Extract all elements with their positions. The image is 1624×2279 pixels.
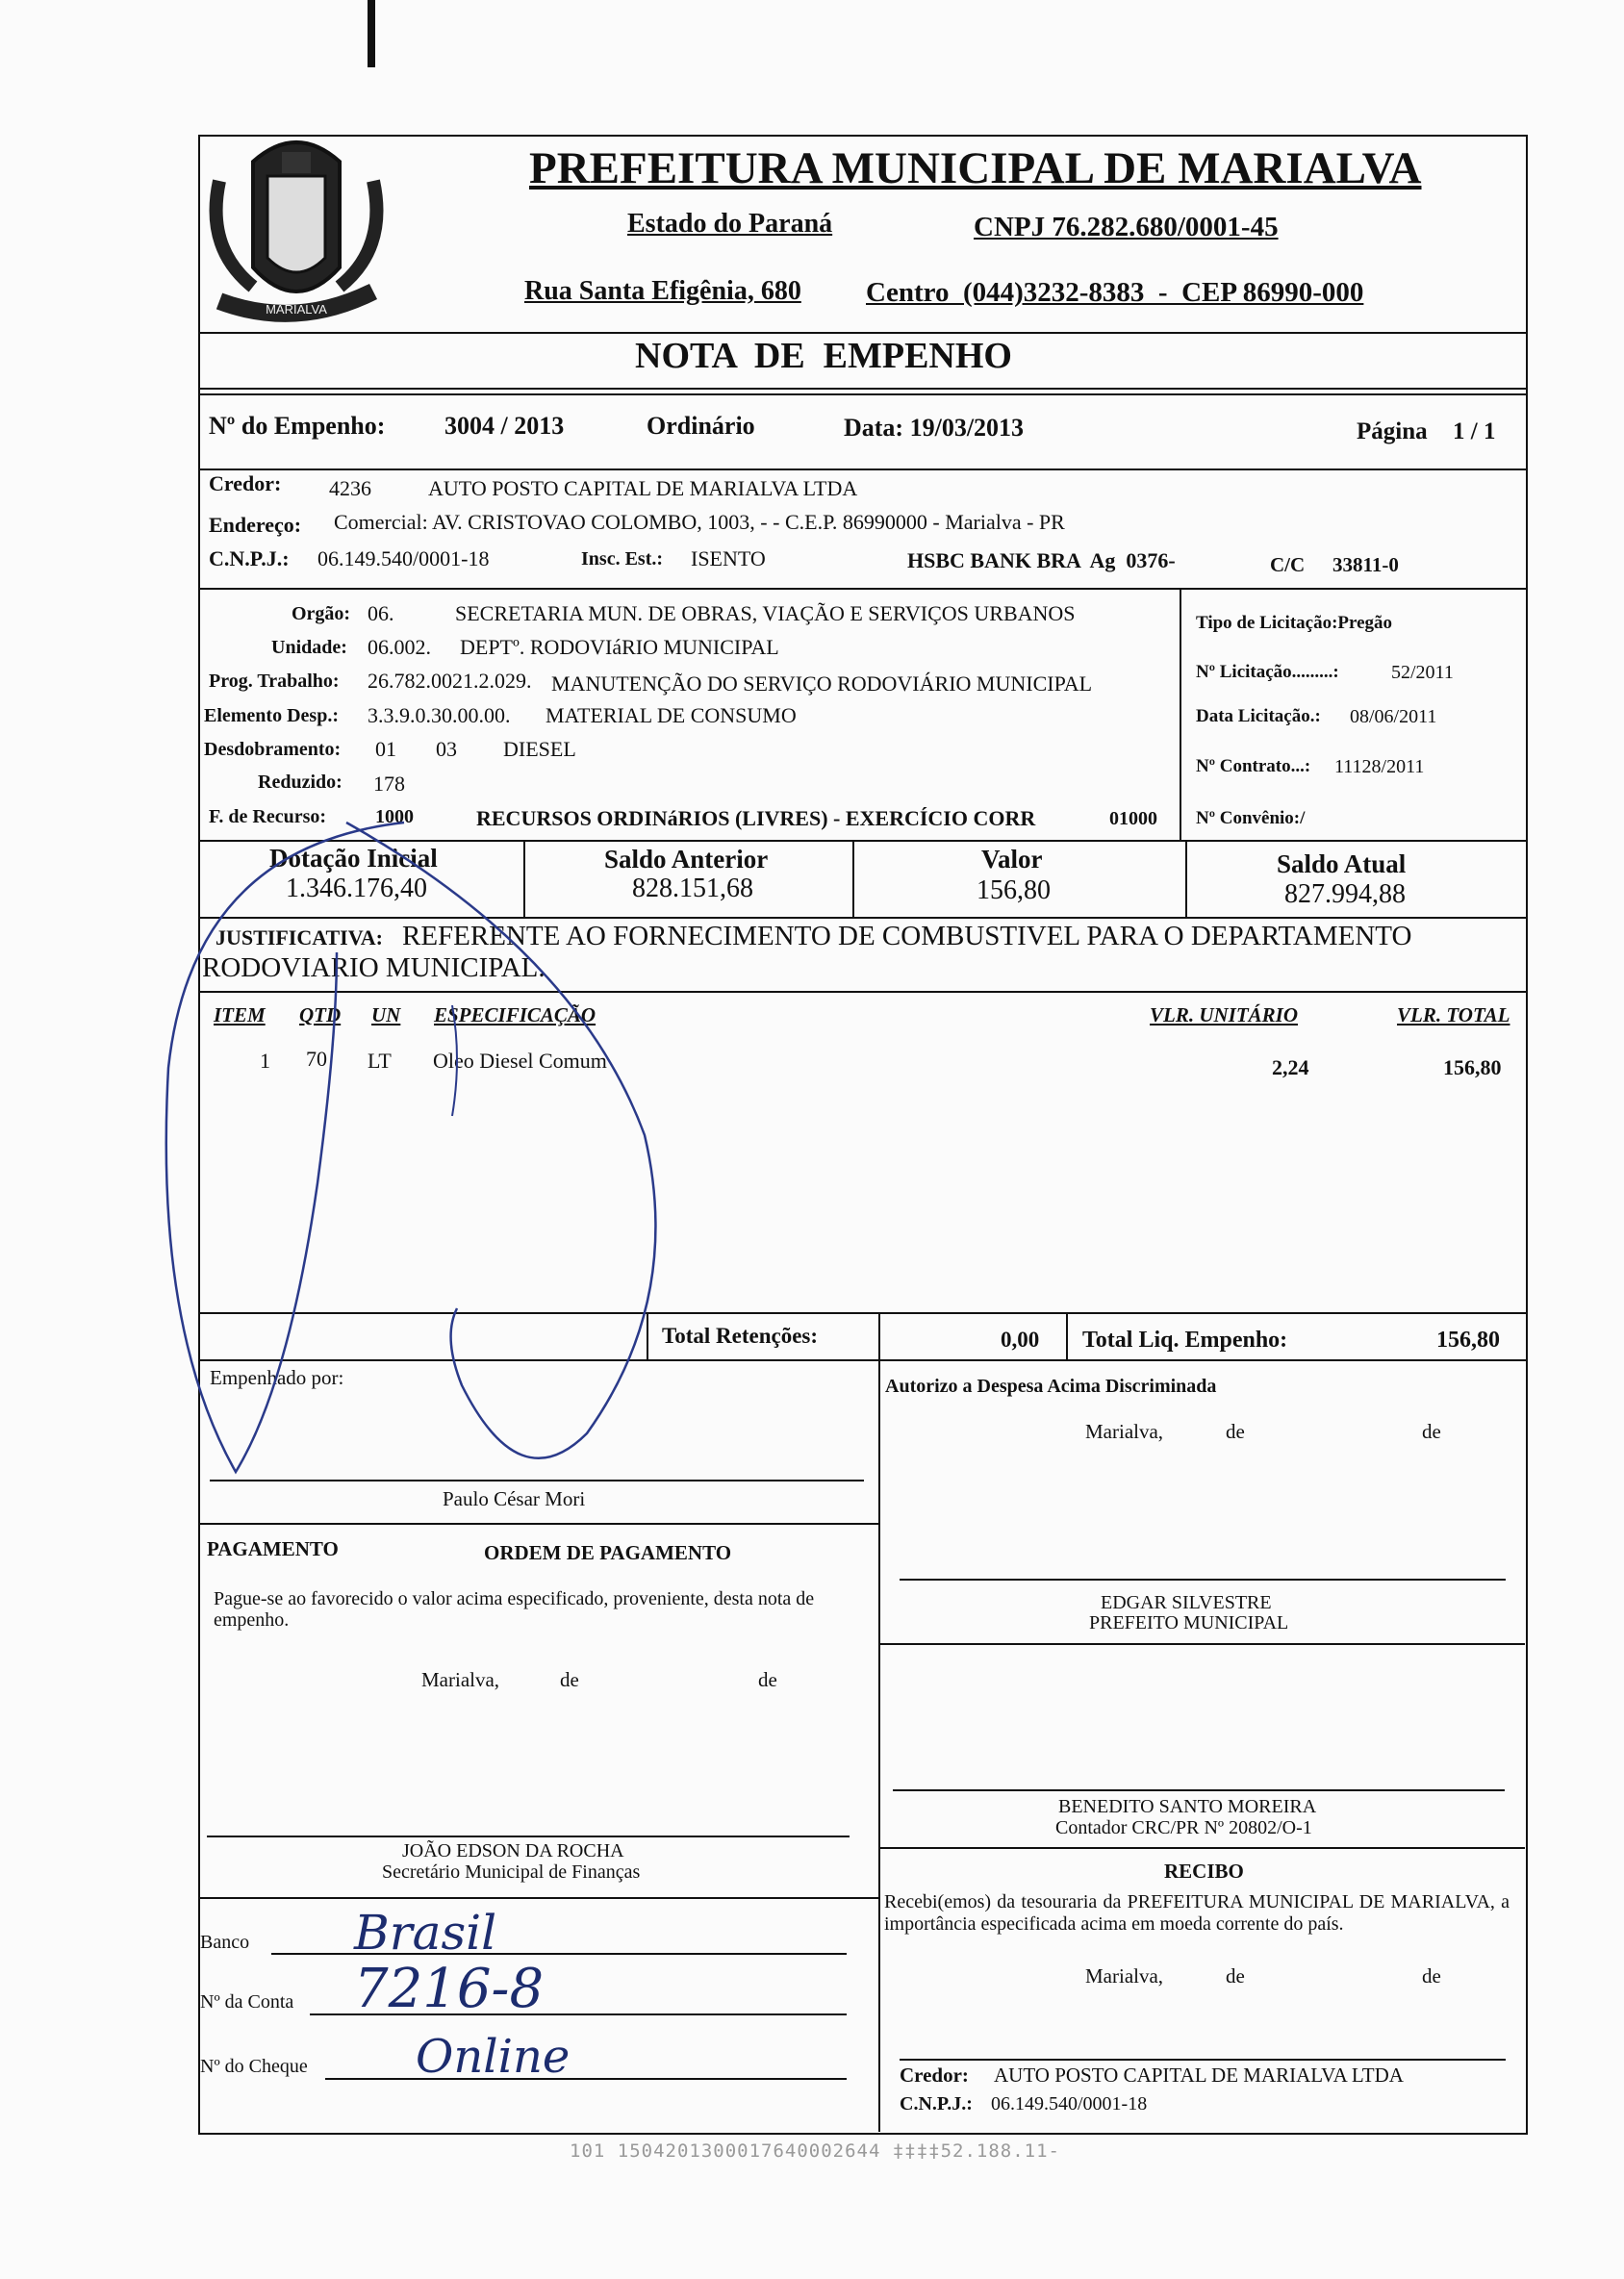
elemento-label: Elemento Desp.:: [204, 705, 339, 726]
empenho-date: Data: 19/03/2013: [844, 414, 1025, 442]
desdobramento-desc: DIESEL: [503, 737, 576, 761]
dotacao-label: Dotação Inicial: [269, 844, 438, 873]
empenho-label: Nº do Empenho:: [209, 412, 386, 440]
recibo-title: RECIBO: [1164, 1860, 1244, 1883]
conta-handwritten: 7216-8: [354, 1958, 545, 2020]
secretario-role: Secretário Municipal de Finanças: [382, 1861, 641, 1883]
desdobramento-b: 03: [436, 737, 457, 761]
col-especificacao: ESPECIFICAÇÃO: [434, 1003, 596, 1026]
row-desc: Oleo Diesel Comum: [433, 1049, 607, 1073]
account-value: 33811-0: [1332, 553, 1399, 576]
page-label: Página: [1357, 418, 1428, 444]
autorizo-place: Marialva,: [1085, 1420, 1164, 1443]
insc-label: Insc. Est.:: [581, 548, 664, 570]
liq-empenho-value: 156,80: [1436, 1328, 1500, 1353]
cheque-label: Nº do Cheque: [200, 2056, 308, 2077]
conta-label: Nº da Conta: [200, 1991, 294, 2013]
fonte-code: 01000: [1109, 808, 1157, 829]
fonte-desc: RECURSOS ORDINáRIOS (LIVRES) - EXERCÍCIO CORR: [476, 806, 1036, 830]
pagamento-text: Pague-se ao favorecido o valor acima especificado, proveniente, desta nota de empenho.: [214, 1588, 815, 1631]
saldo-anterior-label: Saldo Anterior: [604, 845, 769, 874]
empenho-number: 3004 / 2013: [444, 412, 565, 440]
licitacao-number: 52/2011: [1391, 662, 1454, 683]
licitacao-date: 08/06/2011: [1350, 706, 1437, 727]
row-un: LT: [368, 1049, 392, 1073]
retencoes-value: 0,00: [1001, 1328, 1040, 1352]
prefeito-name: EDGAR SILVESTRE: [1101, 1592, 1272, 1613]
unidade-value: 06.002.: [368, 635, 431, 659]
contador-name: BENEDITO SANTO MOREIRA: [1058, 1796, 1317, 1817]
scan-mark: [368, 0, 375, 67]
justificativa-label: JUSTIFICATIVA:: [216, 925, 384, 950]
justificativa-line2: RODOVIARIO MUNICIPAL.: [202, 952, 546, 983]
cnpj-value: 06.149.540/0001-18: [317, 546, 490, 570]
elemento-value: 3.3.9.0.30.00.00.: [368, 703, 511, 727]
unidade-desc: DEPTº. RODOVIáRIO MUNICIPAL: [460, 635, 779, 659]
justificativa-line1: REFERENTE AO FORNECIMENTO DE COMBUSTIVEL PARA O DEPARTAMENTO: [402, 921, 1412, 951]
liq-empenho-label: Total Liq. Empenho:: [1082, 1328, 1288, 1353]
col-vlr-total: VLR. TOTAL: [1397, 1003, 1510, 1026]
desdobramento-label: Desdobramento:: [204, 739, 342, 760]
desdobramento-a: 01: [375, 737, 396, 761]
cnpj-header: CNPJ 76.282.680/0001-45: [974, 212, 1279, 242]
autorizo-label: Autorizo a Despesa Acima Discriminada: [885, 1376, 1217, 1397]
elemento-desc: MATERIAL DE CONSUMO: [546, 703, 797, 727]
empenho-type: Ordinário: [647, 412, 755, 440]
recibo-de2: de: [1422, 1964, 1441, 1988]
row-unit: 2,24: [1272, 1055, 1309, 1079]
credor-name: AUTO POSTO CAPITAL DE MARIALVA LTDA: [428, 476, 858, 500]
fonte-value: 1000: [375, 806, 414, 827]
reduzido-value: 178: [373, 772, 405, 796]
pagamento-de1: de: [560, 1668, 579, 1691]
page-title: PREFEITURA MUNICIPAL DE MARIALVA: [529, 143, 1422, 193]
contador-role: Contador CRC/PR Nº 20802/O-1: [1055, 1817, 1312, 1838]
pagamento-de2: de: [758, 1668, 777, 1691]
prog-label: Prog. Trabalho:: [209, 671, 340, 692]
banco-label: Banco: [200, 1932, 250, 1953]
licitacao-number-label: Nº Licitação.........:: [1196, 662, 1339, 682]
retencoes-label: Total Retenções:: [662, 1324, 819, 1348]
valor-value: 156,80: [977, 875, 1051, 905]
banco-handwritten: Brasil: [354, 1905, 497, 1961]
doc-title: NOTA DE EMPENHO: [635, 336, 1012, 376]
col-un: UN: [371, 1003, 401, 1026]
orgao-value: 06.: [368, 601, 394, 625]
page-number: 1 / 1: [1453, 418, 1496, 444]
licitacao-date-label: Data Licitação.:: [1196, 706, 1321, 726]
recibo-place: Marialva,: [1085, 1964, 1164, 1988]
cheque-handwritten: Online: [416, 2030, 571, 2084]
col-item: ITEM: [214, 1003, 266, 1026]
row-item: 1: [260, 1049, 270, 1073]
prog-value: 26.782.0021.2.029.: [368, 669, 532, 693]
col-vlr-unitario: VLR. UNITÁRIO: [1150, 1003, 1299, 1026]
empenhado-name: Paulo César Mori: [443, 1487, 586, 1510]
recibo-cnpj-label: C.N.P.J.:: [900, 2093, 973, 2114]
contact-line: Centro (044)3232-8383 - CEP 86990-000: [866, 277, 1364, 308]
convenio: Nº Convênio:/: [1196, 808, 1306, 828]
saldo-atual-value: 827.994,88: [1284, 879, 1406, 909]
prefeito-role: PREFEITO MUNICIPAL: [1089, 1612, 1289, 1633]
fonte-label: F. de Recurso:: [209, 806, 327, 827]
footer-code: 101 1504201300017640002644 ‡‡‡‡52.188.11-: [570, 2140, 1060, 2162]
insc-value: ISENTO: [691, 546, 766, 570]
recibo-credor-value: AUTO POSTO CAPITAL DE MARIALVA LTDA: [994, 2064, 1404, 2087]
autorizo-de1: de: [1226, 1420, 1245, 1443]
bank-info: HSBC BANK BRA Ag 0376-: [907, 548, 1176, 572]
contrato-label: Nº Contrato...:: [1196, 756, 1311, 776]
orgao-desc: SECRETARIA MUN. DE OBRAS, VIAÇÃO E SERVIÇOS URBANOS: [455, 601, 1076, 625]
street-address: Rua Santa Efigênia, 680: [524, 276, 801, 306]
ordem-pagamento: ORDEM DE PAGAMENTO: [484, 1541, 732, 1564]
col-qtd: QTD: [299, 1003, 342, 1026]
contrato-value: 11128/2011: [1334, 756, 1425, 777]
autorizo-de2: de: [1422, 1420, 1441, 1443]
secretario-name: JOÃO EDSON DA ROCHA: [402, 1840, 624, 1861]
recibo-de1: de: [1226, 1964, 1245, 1988]
row-total: 156,80: [1443, 1055, 1502, 1079]
empenhado-label: Empenhado por:: [210, 1366, 344, 1389]
recibo-text: Recebi(emos) da tesouraria da PREFEITURA MUNICIPAL DE MARIALVA, a importância especificada acima em moeda corrente do país.: [884, 1891, 1510, 1935]
cnpj-label: C.N.P.J.:: [209, 546, 290, 570]
prog-desc: MANUTENÇÃO DO SERVIÇO RODOVIÁRIO MUNICIPAL: [551, 671, 1093, 696]
recibo-cnpj-value: 06.149.540/0001-18: [991, 2093, 1148, 2114]
valor-label: Valor: [981, 845, 1043, 874]
address-value: Comercial: AV. CRISTOVAO COLOMBO, 1003, - - C.E.P. 86990000 - Marialva - PR: [334, 510, 1065, 534]
dotacao-value: 1.346.176,40: [286, 874, 427, 903]
unidade-label: Unidade:: [271, 637, 347, 658]
saldo-atual-label: Saldo Atual: [1277, 849, 1407, 878]
credor-label: Credor:: [209, 471, 282, 495]
crest-text: MARIALVA: [266, 302, 327, 317]
recibo-credor-label: Credor:: [900, 2064, 969, 2087]
credor-code: 4236: [329, 476, 371, 500]
address-label: Endereço:: [209, 513, 302, 537]
reduzido-label: Reduzido:: [258, 772, 343, 793]
pagamento-label: PAGAMENTO: [207, 1537, 339, 1560]
orgao-label: Orgão:: [292, 603, 351, 624]
account-label: C/C: [1270, 553, 1306, 576]
licitacao-type: Tipo de Licitação:Pregão: [1196, 613, 1393, 633]
state-name: Estado do Paraná: [627, 209, 833, 239]
row-qtd: 70: [306, 1047, 327, 1071]
pagamento-place: Marialva,: [421, 1668, 500, 1691]
saldo-anterior-value: 828.151,68: [632, 874, 753, 903]
